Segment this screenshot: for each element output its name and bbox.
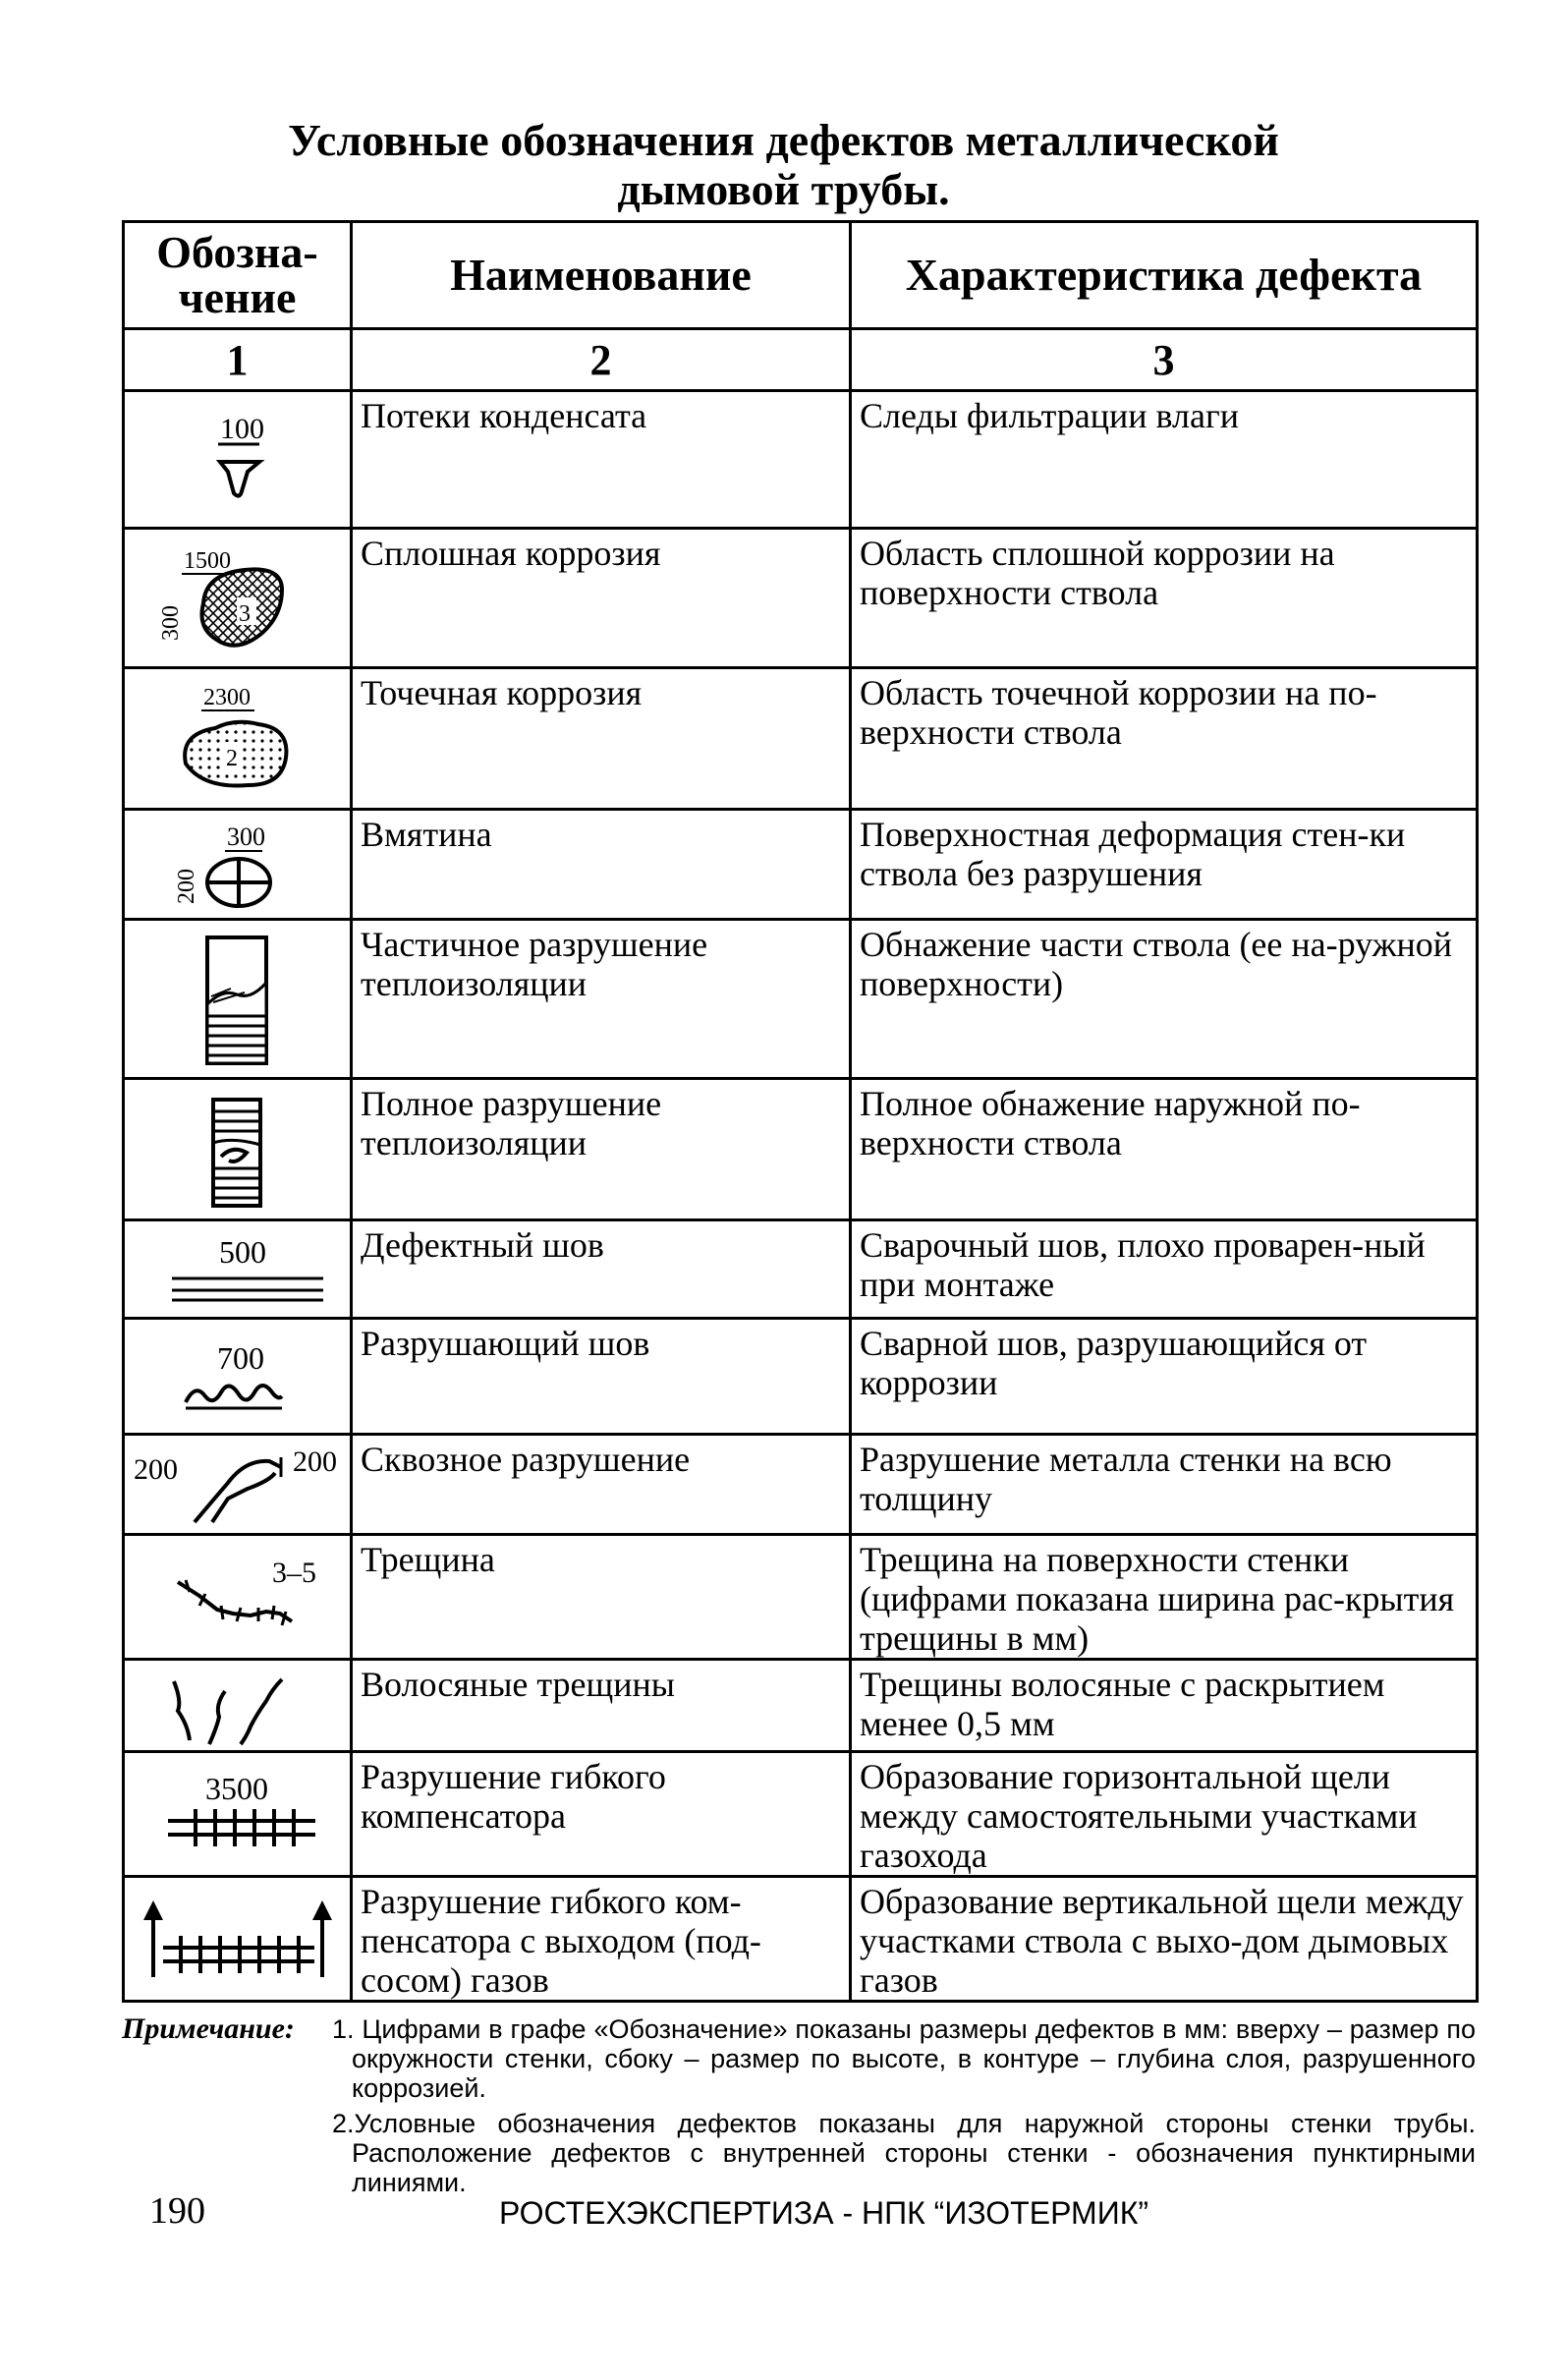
defect-name: Полное разрушение теплоизоляции bbox=[352, 1079, 851, 1220]
symbol-label: 1500 bbox=[183, 547, 231, 574]
symbol-label: 300 bbox=[157, 604, 184, 641]
compensator-arrows-icon bbox=[124, 1877, 352, 2002]
defect-name: Трещина bbox=[352, 1535, 851, 1660]
symbol-label: 3 bbox=[238, 600, 251, 627]
hairline-cracks-icon bbox=[124, 1660, 352, 1752]
table-row bbox=[124, 920, 1478, 1079]
defect-description: Сварочный шов, плохо проварен-ный при монтаже bbox=[851, 1220, 1478, 1319]
symbol-label: 3500 bbox=[204, 1771, 268, 1806]
table-row bbox=[124, 810, 1478, 920]
symbol-label: 700 bbox=[216, 1339, 264, 1376]
defect-name: Волосяные трещины bbox=[352, 1660, 851, 1752]
column-number-row bbox=[124, 329, 1478, 391]
through-hole-icon bbox=[124, 1435, 352, 1535]
table-row bbox=[124, 1435, 1478, 1535]
table-row bbox=[124, 1079, 1478, 1220]
note-label: Примечание: bbox=[122, 2012, 295, 2045]
defect-name: Разрушение гибкого ком-пенсатора с выходом (под-сосом) газов bbox=[352, 1877, 851, 2002]
defect-description: Разрушение металла стенки на всю толщину bbox=[851, 1435, 1478, 1535]
defect-description: Образование вертикальной щели между участками ствола с выхо-дом дымовых газов bbox=[851, 1877, 1478, 2002]
defect-name: Вмятина bbox=[352, 810, 851, 920]
footer: РОСТЕХЭКСПЕРТИЗА - НПК “ИЗОТЕРМИК” bbox=[499, 2195, 1148, 2231]
defect-name: Сквозное разрушение bbox=[352, 1435, 851, 1535]
crack-icon bbox=[124, 1535, 352, 1660]
defect-description: Обнажение части ствола (ее на-ружной поверхности) bbox=[851, 920, 1478, 1079]
column-number: 2 bbox=[352, 329, 851, 391]
column-number: 1 bbox=[124, 329, 352, 391]
note-item: 2.Условные обозначения дефектов показаны для наружной стороны стенки трубы. Расположение дефектов с внутренней стороны стенки - обозначения пунктирными линиями. bbox=[332, 2109, 1476, 2197]
defect-name: Дефектный шов bbox=[352, 1220, 851, 1319]
defect-name: Разрушающий шов bbox=[352, 1319, 851, 1435]
defect-description: Область точечной коррозии на по-верхности ствола bbox=[851, 668, 1478, 810]
full-insulation-icon bbox=[124, 1079, 352, 1220]
wavy-seam-icon bbox=[124, 1319, 352, 1435]
table-row bbox=[124, 1877, 1478, 2002]
symbol-label: 200 bbox=[173, 868, 199, 904]
defect-name: Разрушение гибкого компенсатора bbox=[352, 1752, 851, 1877]
defect-description: Поверхностная деформация стен-ки ствола без разрушения bbox=[851, 810, 1478, 920]
page-number: 190 bbox=[149, 2190, 205, 2232]
defect-name: Частичное разрушение теплоизоляции bbox=[352, 920, 851, 1079]
header-description: Характеристика дефекта bbox=[851, 222, 1478, 329]
condensate-drip-icon bbox=[124, 391, 352, 529]
symbol-label: 200 bbox=[133, 1452, 178, 1486]
table-row bbox=[124, 391, 1478, 529]
defect-description: Полное обнажение наружной по-верхности ствола bbox=[851, 1079, 1478, 1220]
dent-cross-icon bbox=[124, 810, 352, 920]
page-title bbox=[0, 116, 1567, 214]
symbol-label: 300 bbox=[226, 822, 265, 851]
defects-table bbox=[122, 220, 1479, 2003]
hatched-blob-icon bbox=[124, 529, 352, 668]
table-row bbox=[124, 1535, 1478, 1660]
symbol-label: 2 bbox=[225, 745, 238, 771]
header-row bbox=[124, 222, 1478, 329]
defect-description: Следы фильтрации влаги bbox=[851, 391, 1478, 529]
symbol-label: 3–5 bbox=[271, 1557, 316, 1589]
defect-name: Сплошная коррозия bbox=[352, 529, 851, 668]
defect-description: Сварной шов, разрушающийся от коррозии bbox=[851, 1319, 1478, 1435]
defect-description: Область сплошной коррозии на поверхности ствола bbox=[851, 529, 1478, 668]
double-line-seam-icon bbox=[124, 1220, 352, 1319]
table-row bbox=[124, 529, 1478, 668]
symbol-label: 200 bbox=[292, 1445, 337, 1478]
defect-description: Образование горизонтальной щели между самостоятельными участками газохода bbox=[851, 1752, 1478, 1877]
dotted-blob-icon bbox=[124, 668, 352, 810]
table-row bbox=[124, 668, 1478, 810]
table-row bbox=[124, 1660, 1478, 1752]
symbol-label: 2300 bbox=[202, 684, 251, 710]
header-symbol: Обозна-чение bbox=[124, 222, 352, 329]
column-number: 3 bbox=[851, 329, 1478, 391]
defect-name: Точечная коррозия bbox=[352, 668, 851, 810]
partial-insulation-icon bbox=[124, 920, 352, 1079]
symbol-label: 100 bbox=[219, 412, 264, 445]
defect-name: Потеки конденсата bbox=[352, 391, 851, 529]
note bbox=[122, 2014, 1476, 2197]
title-line-1: Условные обозначения дефектов металлической bbox=[288, 115, 1279, 165]
compensator-icon bbox=[124, 1752, 352, 1877]
symbol-label: 500 bbox=[218, 1233, 266, 1270]
table-row bbox=[124, 1752, 1478, 1877]
header-name: Наименование bbox=[352, 222, 851, 329]
defect-description: Трещины волосяные с раскрытием менее 0,5 мм bbox=[851, 1660, 1478, 1752]
defect-description: Трещина на поверхности стенки (цифрами показана ширина рас-крытия трещины в мм) bbox=[851, 1535, 1478, 1660]
table-row bbox=[124, 1319, 1478, 1435]
note-item: 1. Цифрами в графе «Обозначение» показаны размеры дефектов в мм: вверху – размер по окружности стенки, сбоку – размер по высоте, в контуре – глубина слоя, разрушенного коррозией. bbox=[332, 2014, 1476, 2103]
title-line-2: дымовой трубы. bbox=[617, 164, 950, 214]
table-row bbox=[124, 1220, 1478, 1319]
